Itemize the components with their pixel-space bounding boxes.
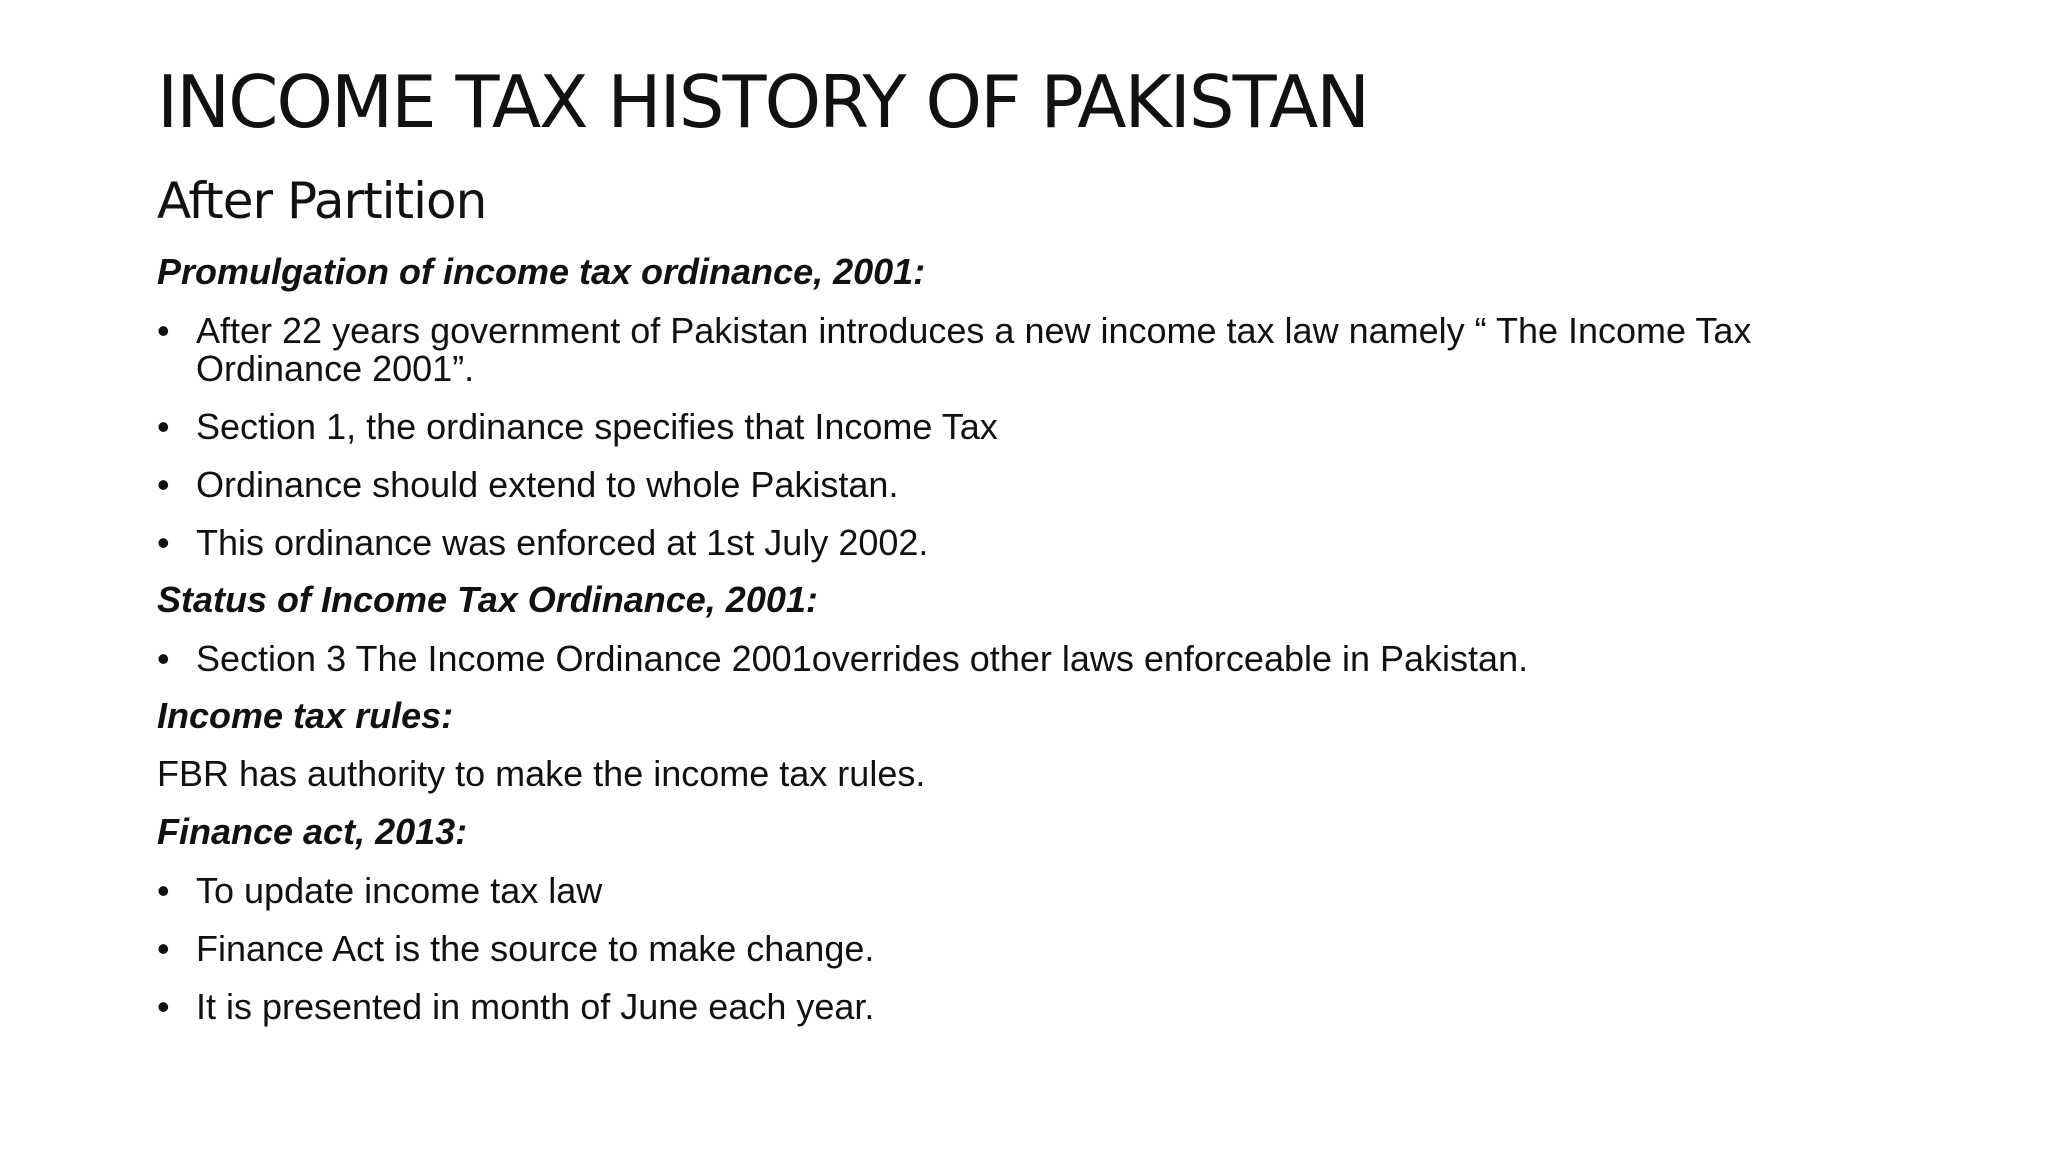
bullet-item (157, 920, 1897, 978)
bullet-text: It is presented in month of June each year. (196, 986, 875, 1027)
section-heading-rules: Income tax rules: (157, 695, 454, 736)
section-heading-status: Status of Income Tax Ordinance, 2001: (157, 579, 818, 620)
bullet-text: After 22 years government of Pakistan introduces a new income tax law namely “ The Income Tax Ordinance 2001”. (196, 310, 1752, 389)
slide-subtitle: After Partition (157, 172, 487, 230)
bullet-item (157, 456, 1897, 514)
bullet-marker: • (157, 406, 170, 447)
bullet-marker: • (157, 310, 170, 351)
bullet-marker: • (157, 928, 170, 969)
rules-text: FBR has authority to make the income tax rules. (157, 753, 926, 794)
bullet-item (157, 302, 1897, 398)
bullet-text: Section 1, the ordinance specifies that Income Tax (196, 406, 998, 447)
bullet-item (157, 630, 1897, 688)
bullet-item (157, 398, 1897, 456)
bullet-item (157, 514, 1897, 572)
bullet-text: This ordinance was enforced at 1st July 2002. (196, 522, 929, 563)
bullet-marker: • (157, 870, 170, 911)
bullet-item (157, 862, 1897, 920)
section-heading-promulgation: Promulgation of income tax ordinance, 2001: (157, 251, 926, 292)
bullet-text: Finance Act is the source to make change. (196, 928, 875, 969)
bullet-marker: • (157, 464, 170, 505)
bullet-marker: • (157, 986, 170, 1027)
bullet-text: Ordinance should extend to whole Pakistan. (196, 464, 899, 505)
bullet-marker: • (157, 638, 170, 679)
bullet-text: Section 3 The Income Ordinance 2001overrides other laws enforceable in Pakistan. (196, 638, 1529, 679)
bullet-text: To update income tax law (196, 870, 603, 911)
bullet-item (157, 978, 1897, 1036)
section-heading-finance-act: Finance act, 2013: (157, 811, 468, 852)
slide-title: INCOME TAX HISTORY OF PAKISTAN (157, 60, 1369, 144)
slide-body (157, 244, 1897, 1036)
bullet-marker: • (157, 522, 170, 563)
